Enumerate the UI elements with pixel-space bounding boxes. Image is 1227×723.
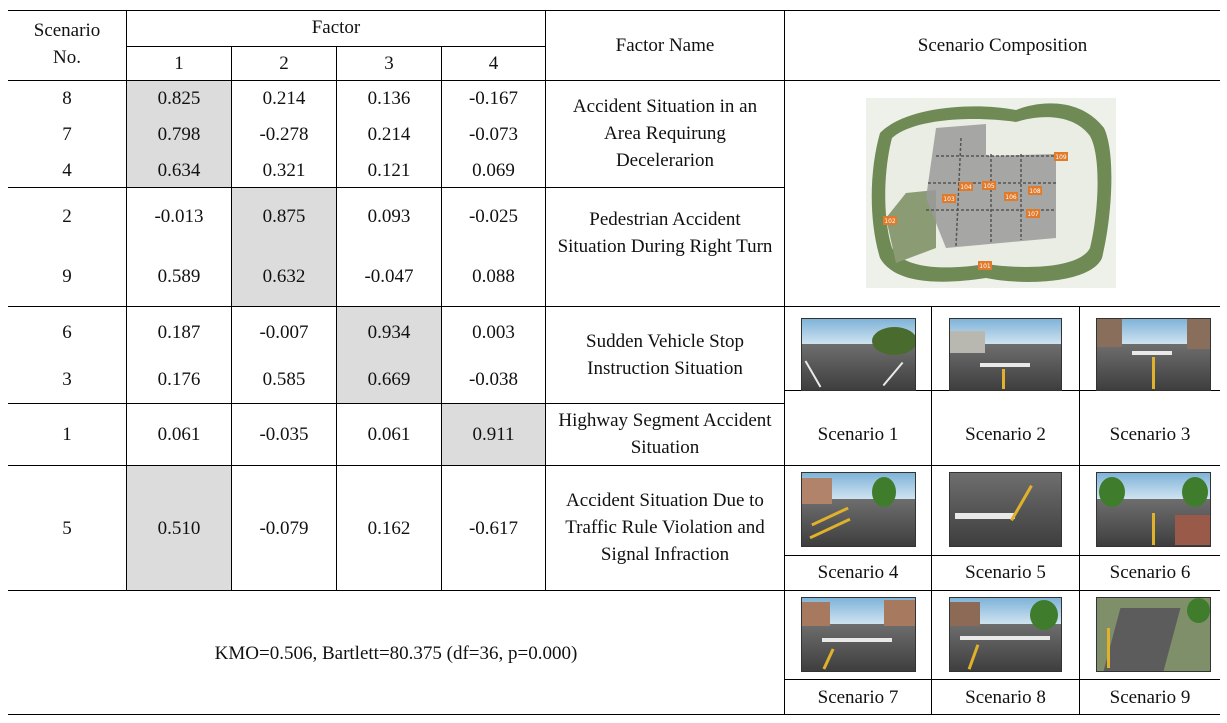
loading-value: -0.167 [468, 88, 519, 109]
scenario-number: 7 [62, 124, 72, 145]
group-rule [8, 306, 1220, 307]
loading-value: -0.013 [154, 206, 204, 227]
scenario-5-image [949, 472, 1062, 547]
loading-value: 0.121 [367, 160, 411, 181]
map-zone-label: 106 [1005, 194, 1017, 201]
header-factor-2: 2 [279, 53, 289, 74]
loading-value: -0.038 [468, 369, 519, 390]
scenario-label: Scenario 6 [1109, 562, 1191, 583]
loading-value: 0.214 [367, 124, 411, 145]
header-bottom-rule [8, 80, 1220, 81]
scenario-7-image [801, 597, 916, 672]
scenario-number: 2 [62, 206, 72, 227]
scenario-number: 6 [62, 322, 72, 343]
loading-value: 0.187 [157, 322, 201, 343]
group-rule [8, 590, 1220, 591]
group-rule [8, 465, 1220, 466]
loading-value: 0.911 [472, 424, 515, 445]
loading-value: 0.162 [367, 518, 411, 539]
image-cell-rule [785, 555, 1220, 556]
map-zone-label: 104 [960, 184, 972, 191]
scenario-3-image [1096, 318, 1211, 391]
loading-value: 0.136 [367, 88, 411, 109]
loading-value: 0.632 [262, 266, 306, 287]
scenario-label: Scenario 8 [965, 687, 1046, 708]
loading-value: 0.069 [472, 160, 515, 181]
factor-name: Highway Segment Accident Situation [558, 410, 772, 458]
loading-value: -0.035 [259, 424, 309, 445]
table-top-rule [8, 10, 1220, 11]
header-factor-3: 3 [384, 53, 394, 74]
loading-value: 0.589 [157, 266, 201, 287]
scenario-number: 4 [62, 160, 72, 181]
factor-name: Accident Situation Due to Traffic Rule Violation and Signal Infraction [565, 490, 765, 565]
loading-value: 0.093 [367, 206, 411, 227]
scenario-label: Scenario 1 [817, 424, 899, 445]
loading-value: 0.088 [472, 266, 515, 287]
header-scenario-composition: Scenario Composition [917, 35, 1088, 56]
scenario-number: 8 [62, 88, 72, 109]
loading-value: 0.214 [262, 88, 306, 109]
header-factor-1: 1 [174, 53, 184, 74]
scenario-8-image [949, 597, 1062, 672]
scenario-label: Scenario 3 [1109, 424, 1191, 445]
col-rule [931, 306, 932, 714]
map-zone-label: 108 [1029, 188, 1041, 195]
loading-value: 0.669 [367, 369, 411, 390]
group-rule [8, 403, 785, 404]
loading-value: 0.061 [367, 424, 411, 445]
factor-name: Sudden Vehicle Stop Instruction Situation [586, 331, 744, 379]
scenario-number: 9 [62, 266, 72, 287]
loading-value: 0.176 [157, 369, 201, 390]
image-cell-rule [785, 679, 1220, 680]
loading-value: 0.061 [157, 424, 201, 445]
loading-value: 0.321 [262, 160, 306, 181]
loading-value: 0.510 [157, 518, 201, 539]
col-rule [784, 10, 785, 714]
header-factor: Factor [311, 17, 361, 38]
loading-value: 0.798 [157, 124, 201, 145]
kmo-bartlett-note: KMO=0.506, Bartlett=80.375 (df=36, p=0.000) [214, 643, 578, 664]
loading-value: 0.825 [157, 88, 201, 109]
scenario-2-image [949, 318, 1062, 391]
scenario-label: Scenario 5 [965, 562, 1046, 583]
loading-value: 0.634 [157, 160, 201, 181]
scenario-label: Scenario 2 [965, 424, 1046, 445]
header-factor-name: Factor Name [615, 35, 715, 56]
test-track-map-image [866, 98, 1116, 288]
loading-value: 0.934 [367, 322, 411, 343]
loading-value: -0.079 [259, 518, 309, 539]
scenario-number: 3 [62, 369, 72, 390]
col-rule [1079, 306, 1080, 714]
loading-value: -0.073 [468, 124, 519, 145]
scenario-6-image [1096, 472, 1211, 547]
loading-value: -0.007 [259, 322, 309, 343]
loading-value: -0.617 [468, 518, 519, 539]
map-zone-label: 109 [1055, 154, 1067, 161]
loading-value: -0.278 [259, 124, 309, 145]
factor-name: Accident Situation in an Area Requirung Decelerarion [572, 96, 758, 171]
map-zone-label: 102 [884, 218, 896, 225]
loading-value: -0.047 [364, 266, 414, 287]
scenario-number: 1 [62, 424, 72, 445]
col-rule [545, 10, 546, 590]
loading-value: 0.003 [472, 322, 515, 343]
header-factor-4: 4 [488, 53, 499, 74]
loading-value: -0.025 [468, 206, 519, 227]
scenario-number: 5 [62, 518, 72, 539]
scenario-4-image [801, 472, 916, 547]
loading-value: 0.875 [262, 206, 306, 227]
scenario-label: Scenario 4 [817, 562, 899, 583]
scenario-label: Scenario 7 [817, 687, 899, 708]
map-zone-label: 103 [943, 196, 955, 203]
factor-name: Pedestrian Accident Situation During Right Turn [557, 209, 773, 257]
header-scenario-no: Scenario No. [33, 20, 101, 68]
loading-value: 0.585 [262, 369, 306, 390]
scenario-1-image [801, 318, 916, 391]
scenario-label: Scenario 9 [1109, 687, 1191, 708]
table-bottom-rule [8, 714, 1220, 715]
map-zone-label: 107 [1027, 211, 1039, 218]
map-zone-label: 105 [983, 183, 995, 190]
scenario-9-image [1096, 597, 1211, 672]
map-zone-label: 101 [979, 263, 991, 270]
group-rule [8, 187, 785, 188]
